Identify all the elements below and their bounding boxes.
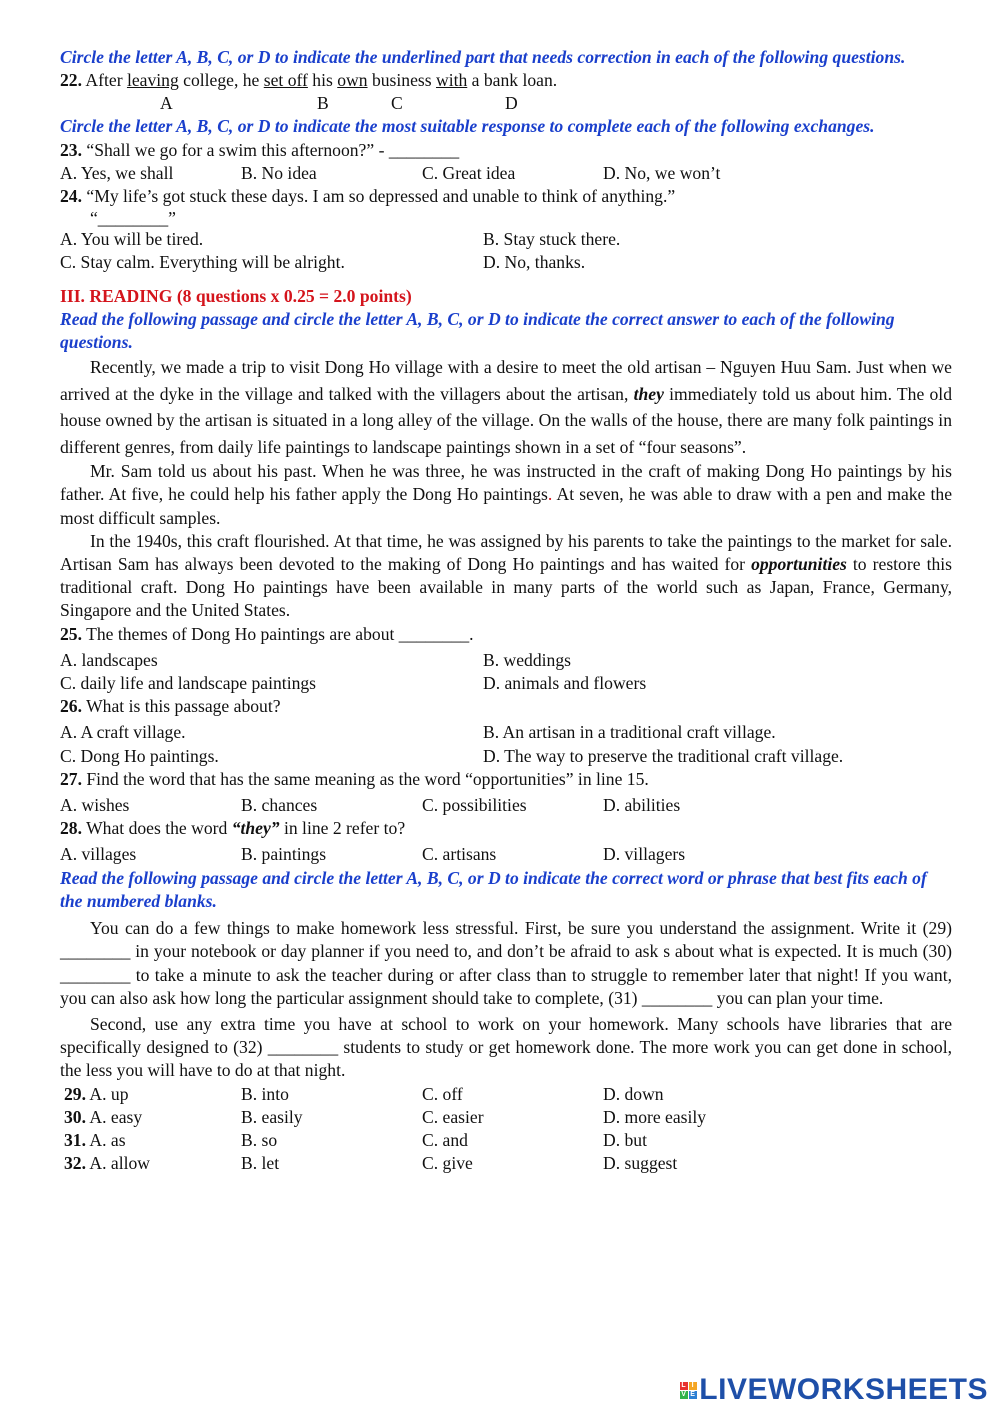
option-b[interactable]: B. into — [241, 1083, 289, 1104]
option-a[interactable]: A. You will be tired. — [60, 229, 204, 250]
letter-d[interactable]: D — [505, 93, 518, 114]
question-25: 25. The themes of Dong Ho paintings are about ________. — [60, 623, 474, 644]
option-b[interactable]: B. so — [241, 1129, 278, 1150]
passage2-paragraph1: You can do a few things to make homework less stressful. First, be sure you understand the assignment. Write it (29) ________ in your notebook or day planner if you need to, and don’t be afraid to ask s about what is expected. It is much (30) ________ to take a minute to ask the teacher during or after class than to struggle to remember later that night! If you want, you can also ask how long the particular assignment should take to complete, (31) ________ you can plan your time. — [60, 918, 952, 1008]
passage2-paragraph2: Second, use any extra time you have at school to work on your homework. Many schools have libraries that are specifically designed to (32) ________ students to study or get homework done. The more work you can get done in school, the less you will have to do at that night. — [60, 1013, 952, 1081]
option-b[interactable]: B. let — [241, 1153, 280, 1174]
option-a[interactable]: A. Yes, we shall — [60, 162, 174, 183]
reply-blank-24: “________” — [90, 208, 176, 229]
option-d[interactable]: D. animals and flowers — [483, 673, 647, 694]
question-number: 22. — [60, 70, 82, 91]
option-c[interactable]: C. daily life and landscape paintings — [60, 673, 317, 694]
option-a[interactable]: A. A craft village. — [60, 722, 186, 743]
word-they: they — [633, 383, 664, 404]
options-26-row2 — [60, 745, 952, 768]
option-c[interactable]: C. off — [422, 1083, 463, 1104]
options-28 — [60, 843, 952, 866]
reading-heading: III. READING (8 questions x 0.25 = 2.0 points) — [60, 285, 412, 306]
option-b[interactable]: B. weddings — [483, 649, 571, 670]
option-a: 31. A. as — [64, 1129, 126, 1150]
cloze-options — [60, 1083, 952, 1176]
underlined-part-b: set off — [263, 70, 308, 91]
option-c[interactable]: C. possibilities — [422, 795, 527, 816]
option-d[interactable]: D. but — [603, 1129, 647, 1150]
question-23: 23. “Shall we go for a swim this afternoon?” - ________ — [60, 139, 460, 160]
letter-b[interactable]: B — [317, 93, 329, 114]
question-28: 28. What does the word “they” in line 2 refer to? — [60, 818, 406, 839]
question-22: 22. After leaving college, he set off his own business with a bank loan. — [60, 70, 558, 91]
option-d[interactable]: D. The way to preserve the traditional craft village. — [483, 745, 844, 766]
option-b[interactable]: B. chances — [241, 795, 318, 816]
option-a: 30. A. easy — [64, 1106, 143, 1127]
options-24-row2 — [60, 251, 952, 274]
option-d[interactable]: D. villagers — [603, 844, 686, 865]
option-b[interactable]: B. easily — [241, 1106, 303, 1127]
option-c[interactable]: C. artisans — [422, 844, 497, 865]
question-24: 24. “My life’s got stuck these days. I am so depressed and unable to think of anything.” — [60, 186, 676, 207]
underlined-part-d: with — [435, 70, 468, 91]
passage1-paragraph1: Recently, we made a trip to visit Dong Ho village with a desire to meet the old artisan – Nguyen Huu Sam. Just when we arrived at the dyke in the village and talked with the villagers about the artisan, they immediately told us about him. The old house owned by the artisan is situated in a long alley of the village. On the walls of the house, there are many folk paintings in different genres, from daily life paintings to landscape paintings shown in a set of “four seasons”. — [60, 357, 952, 457]
option-a[interactable]: A. landscapes — [60, 649, 158, 670]
cloze-options-31 — [60, 1129, 952, 1152]
options-23 — [60, 162, 952, 185]
option-a: 32. A. allow — [64, 1153, 151, 1174]
instruction-error-correction: Circle the letter A, B, C, or D to indicate the underlined part that needs correction in each of the following questions. — [60, 47, 906, 67]
option-c[interactable]: C. Great idea — [422, 162, 516, 183]
instruction-reading: Read the following passage and circle the letter A, B, C, or D to indicate the correct answer to each of the following questions. — [60, 308, 895, 353]
option-d[interactable]: D. down — [603, 1083, 664, 1104]
options-26-row1 — [60, 721, 952, 744]
option-a[interactable]: A. villages — [60, 844, 137, 865]
option-c[interactable]: C. Dong Ho paintings. — [60, 745, 219, 766]
option-b[interactable]: B. No idea — [241, 162, 317, 183]
cloze-options-29 — [60, 1083, 952, 1106]
option-d[interactable]: D. suggest — [603, 1153, 678, 1174]
option-d[interactable]: D. No, we won’t — [603, 162, 721, 183]
option-d[interactable]: D. No, thanks. — [483, 252, 586, 273]
option-d[interactable]: D. more easily — [603, 1106, 707, 1127]
question-26: 26. What is this passage about? — [60, 696, 281, 717]
option-c[interactable]: C. Stay calm. Everything will be alright. — [60, 252, 345, 273]
option-a[interactable]: A. wishes — [60, 795, 130, 816]
options-24-row1 — [60, 228, 952, 251]
instruction-response: Circle the letter A, B, C, or D to indicate the most suitable response to complete each of the following exchanges. — [60, 116, 875, 137]
option-c[interactable]: C. give — [422, 1153, 473, 1174]
options-25-row2 — [60, 672, 952, 695]
logo-mark-icon: L I V E — [681, 1381, 696, 1398]
option-c[interactable]: C. and — [422, 1129, 468, 1150]
options-25-row1 — [60, 649, 952, 672]
answer-letters-22 — [60, 92, 952, 115]
letter-c[interactable]: C — [391, 93, 403, 114]
underlined-part-a: leaving — [126, 70, 179, 91]
cloze-options-30 — [60, 1106, 952, 1129]
liveworksheets-logo — [679, 1373, 988, 1407]
worksheet-page — [60, 46, 952, 1175]
passage1-paragraph2: Mr. Sam told us about his past. When he was three, he was instructed in the craft of making Dong Ho paintings by his father. At five, he could help his father apply the Dong Ho paintings. At seven, he was able to draw with a pen and make the most difficult samples. — [60, 461, 953, 528]
question-27: 27. Find the word that has the same meaning as the word “opportunities” in line 15. — [60, 768, 649, 789]
underlined-part-c: own — [337, 70, 368, 91]
option-b[interactable]: B. Stay stuck there. — [483, 229, 621, 250]
logo-text: LIVEWORKSHEETS — [699, 1373, 988, 1406]
instruction-cloze: Read the following passage and circle the letter A, B, C, or D to indicate the correct word or phrase that best fits each of the numbered blanks. — [60, 867, 927, 911]
option-b[interactable]: B. An artisan in a traditional craft village. — [483, 722, 776, 743]
letter-a[interactable]: A — [160, 93, 173, 114]
passage1-paragraph3: In the 1940s, this craft flourished. At that time, he was assigned by his parents to take the paintings to the market for sale. Artisan Sam has always been devoted to the making of Dong Ho paintings and has waited for opportunities to restore this traditional craft. Dong Ho paintings have been available in many parts of the world such as Japan, France, Germany, Singapore and the United States. — [60, 530, 952, 621]
options-27 — [60, 794, 952, 817]
option-b[interactable]: B. paintings — [241, 844, 327, 865]
option-a: 29. A. up — [64, 1083, 129, 1104]
option-d[interactable]: D. abilities — [603, 795, 681, 816]
option-c[interactable]: C. easier — [422, 1106, 484, 1127]
cloze-options-32 — [60, 1152, 952, 1175]
word-opportunities: opportunities — [751, 554, 847, 575]
